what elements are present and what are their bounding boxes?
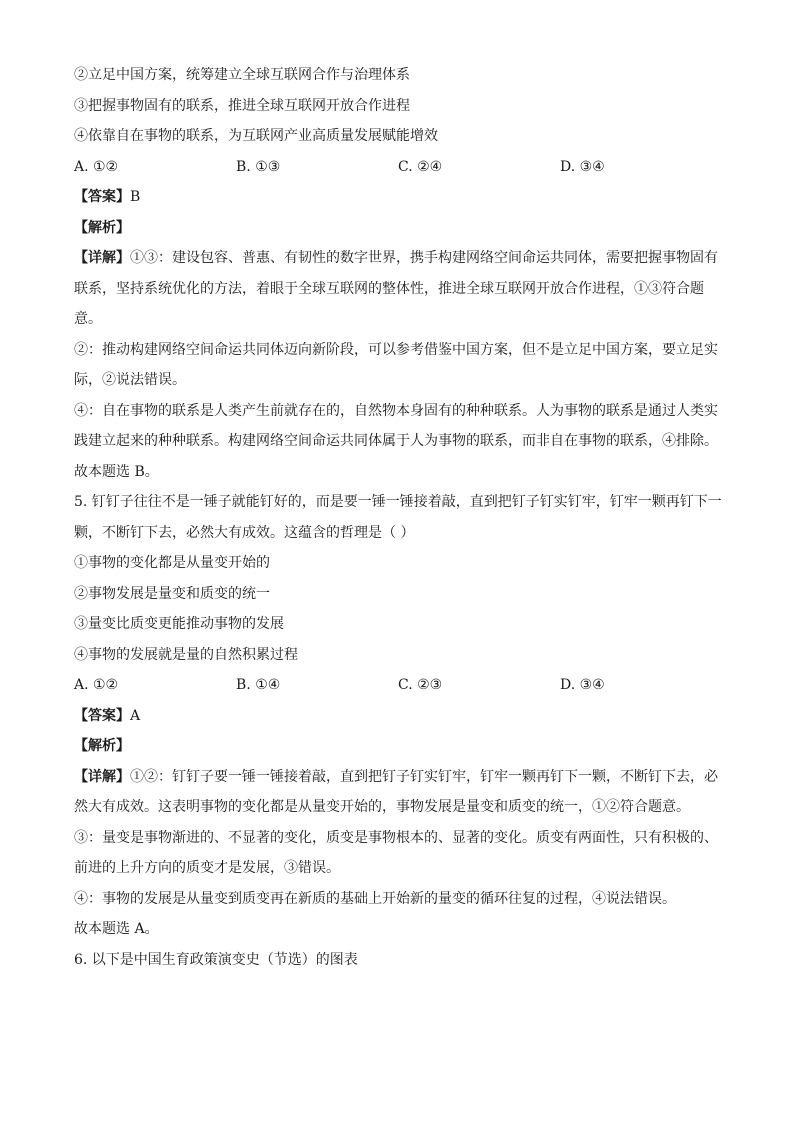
q4-option-3: ③把握事物固有的联系，推进全球互联网开放合作进程: [74, 97, 410, 114]
q5-detail-line-4: 前进的上升方向的质变才是发展，③错误。: [74, 860, 340, 876]
q5-detail-line-1: [74, 766, 724, 797]
q5-option-2: ②事物发展是量变和质变的统一: [74, 585, 270, 602]
q5-option-4: ④事物的发展就是量的自然积累过程: [74, 646, 298, 663]
q4-detail-line-5: 际，②说法错误。: [74, 372, 186, 388]
document-page: [74, 64, 724, 979]
q4-detail-line-3: 意。: [74, 311, 102, 327]
q5-detail-line-5: ④：事物的发展是从量变到质变再在新质的基础上开始新的量变的循环往复的过程，④说法错误。: [74, 890, 676, 907]
q4-analysis-label: 【解析】: [74, 219, 130, 236]
q4-detail-text-1: ①③：建设包容、普惠、有韧性的数字世界，携手构建网络空间命运共同体，需要把握事物固有: [130, 250, 718, 266]
q4-choice-a: A. ①②: [74, 158, 119, 175]
q5-choice-c: C. ②③: [398, 677, 443, 693]
q5-choice-a: A. ①②: [74, 677, 119, 693]
q4-detail-line-2: 联系，坚持系统优化的方法，着眼于全球互联网的整体性，推进全球互联网开放合作进程，①③符合题: [74, 280, 704, 297]
q5-choice-b: B. ①④: [236, 677, 281, 693]
q4-detail-line-7: 践建立起来的种种联系。构建网络空间命运共同体属于人为事物的联系，而非自在事物的联系，④排除。: [74, 433, 718, 449]
q6-stem: 6. 以下是中国生育政策演变史（节选）的图表: [74, 951, 358, 968]
q4-detail-line-1: [74, 247, 724, 278]
q5-detail-text-1: ①②：钉钉子要一锤一锤接着敲，直到把钉子钉实钉牢，钉牢一颗再钉下一颗，不断钉下去，必: [130, 768, 718, 785]
q5-detail-label: 【详解】: [74, 768, 130, 785]
q4-choice-c: C. ②④: [398, 158, 443, 175]
q5-stem-line-1: 5. 钉钉子往往不是一锤子就能钉好的，而是要一锤一锤接着敲，直到把钉子钉实钉牢，钉牢一颗再钉下一: [74, 494, 722, 510]
q4-answer: [74, 186, 724, 217]
q4-detail-line-4: ②：推动构建网络空间命运共同体迈向新阶段，可以参考借鉴中国方案，但不是立足中国方案，要立足实: [74, 341, 718, 358]
q5-analysis: [74, 735, 724, 766]
q5-option-3: ③量变比质变更能推动事物的发展: [74, 616, 284, 632]
q4-detail-line-8: 故本题选 B。: [74, 463, 159, 480]
q4-choice-b: B. ①③: [236, 158, 281, 175]
q5-answer-value: A: [130, 707, 141, 724]
q5-detail-line-2: 然大有成效。这表明事物的变化都是从量变开始的，事物发展是量变和质变的统一，①②符合题意。: [74, 799, 690, 815]
q5-answer-label: 【答案】: [74, 707, 130, 724]
q5-analysis-label: 【解析】: [74, 738, 130, 754]
q4-choices: [74, 156, 724, 187]
q5-choices: [74, 674, 724, 705]
q4-analysis: [74, 217, 724, 248]
q4-answer-label: 【答案】: [74, 189, 130, 205]
q4-answer-value: B: [130, 189, 141, 205]
q5-detail-line-6: 故本题选 A。: [74, 921, 159, 937]
q4-choice-d: D. ③④: [560, 158, 605, 175]
q4-detail-label: 【详解】: [74, 250, 130, 266]
q5-detail-line-3: ③：量变是事物渐进的、不显著的变化，质变是事物根本的、显著的变化。质变有两面性，只有积极的、: [74, 829, 718, 846]
q4-option-4: ④依靠自在事物的联系，为互联网产业高质量发展赋能增效: [74, 128, 438, 144]
q5-answer: [74, 705, 724, 736]
q5-choice-d: D. ③④: [560, 677, 605, 693]
q5-option-1: ①事物的变化都是从量变开始的: [74, 555, 270, 571]
q5-stem-line-2: 颗，不断钉下去，必然大有成效。这蕴含的哲理是（ ）: [74, 524, 415, 541]
q4-option-2: ②立足中国方案，统筹建立全球互联网合作与治理体系: [74, 67, 410, 83]
q4-detail-line-6: ④：自在事物的联系是人类产生前就存在的，自然物本身固有的种种联系。人为事物的联系是通过人类实: [74, 402, 718, 419]
